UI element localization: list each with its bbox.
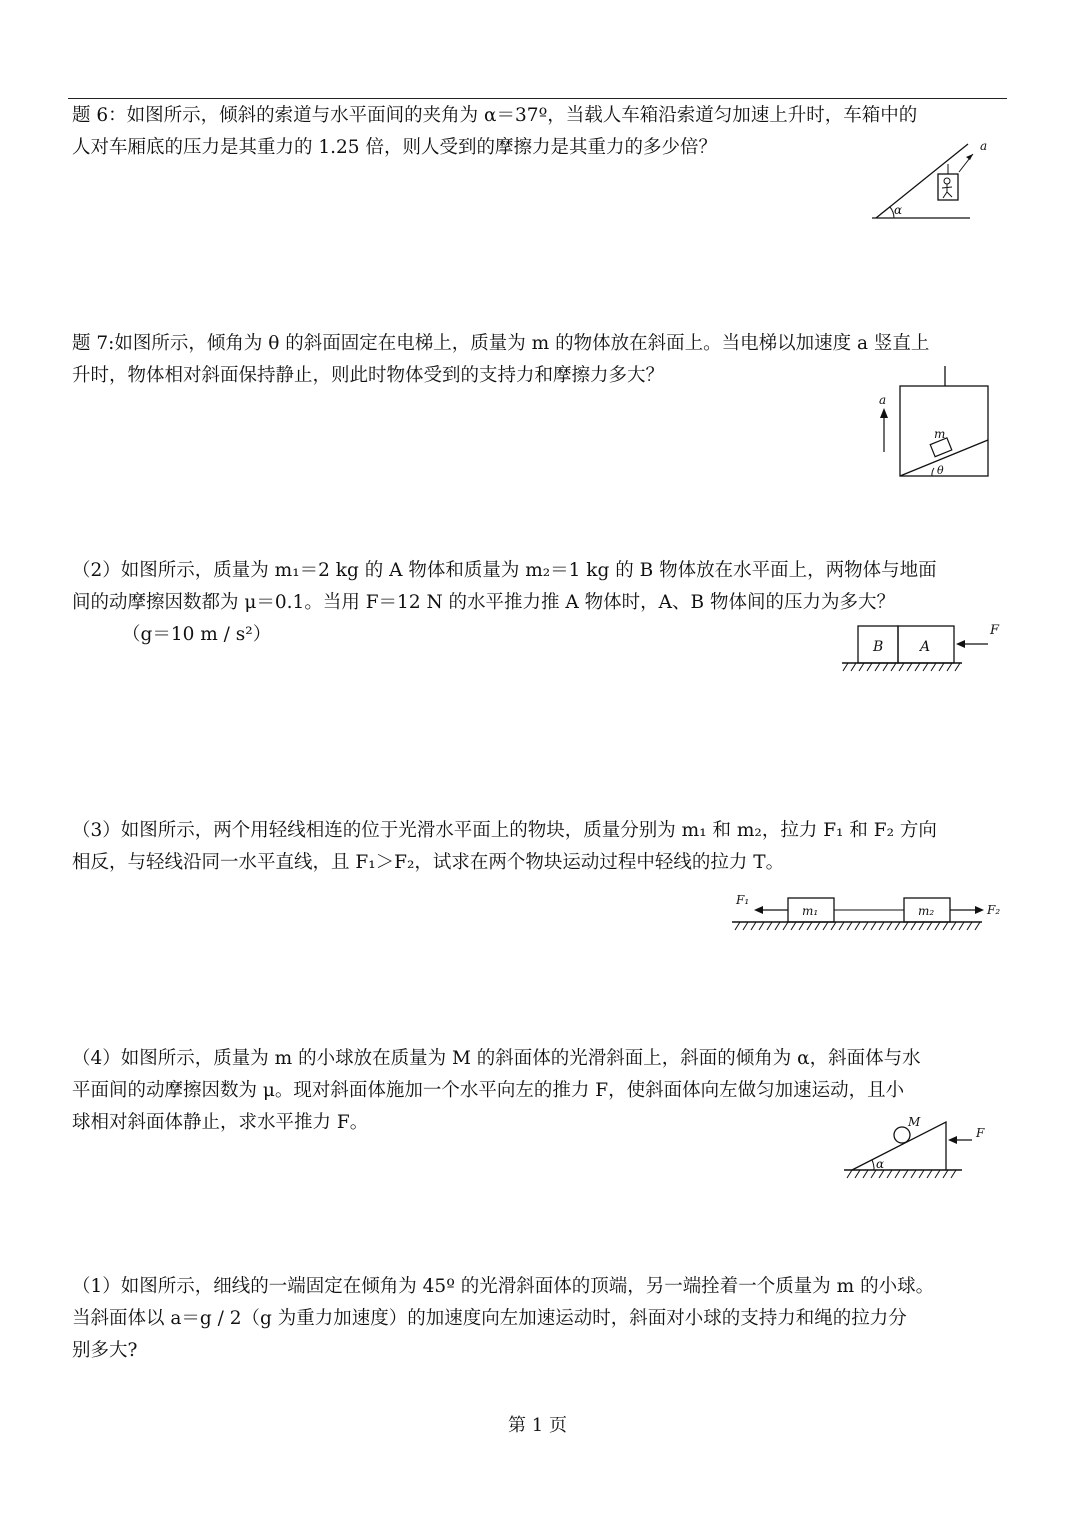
fig3-f2-label: F₂ (987, 903, 1001, 917)
problem-4-line-1: （4）如图所示，质量为 m 的小球放在质量为 M 的斜面体的光滑斜面上，斜面的倾角为 α，斜面体与水 (72, 1048, 921, 1069)
problem-6 (72, 100, 1007, 164)
problem-7 (72, 328, 1007, 392)
fig2-force-label: F (990, 623, 1000, 638)
fig7-angle-label: θ (937, 464, 944, 477)
figure-wedge-ball (844, 1110, 992, 1182)
problem-1-line-2: 当斜面体以 a＝g / 2（g 为重力加速度）的加速度向左加速运动时，斜面对小球的支持力和绳的拉力分 (72, 1308, 907, 1329)
fig4-force-label: F (976, 1126, 985, 1140)
problem-1-line-1: （1）如图所示，细线的一端固定在倾角为 45º 的光滑斜面体的顶端，另一端拴着一个质量为 m 的小球。 (72, 1276, 935, 1297)
figure-two-blocks-rope (730, 888, 1006, 936)
problem-2-line-3: （g＝10 m / s²） (122, 624, 272, 645)
figure-cable-car (868, 136, 988, 226)
page-footer: 第 1 页 (508, 1415, 567, 1436)
fig6-angle-label: α (894, 203, 903, 217)
fig3-m2-label: m₂ (918, 904, 935, 918)
figure-blocks-ab (842, 620, 1008, 676)
problem-6-line-1: 题 6：如图所示，倾斜的索道与水平面间的夹角为 α＝37º，当载人车箱沿索道匀加速上升时，车箱中的 (72, 105, 918, 126)
problem-3-line-2: 相反，与轻线沿同一水平直线，且 F₁＞F₂，试求在两个物块运动过程中轻线的拉力 T。 (72, 852, 785, 873)
problem-4-line-2: 平面间的动摩擦因数为 μ。现对斜面体施加一个水平向左的推力 F，使斜面体向左做匀加速运动，且小 (72, 1080, 905, 1101)
fig7-mass-label: m (934, 427, 946, 441)
problem-3 (72, 815, 1007, 879)
problem-1 (72, 1271, 1007, 1367)
header-rule (68, 98, 1007, 99)
fig6-accel-label: a (980, 139, 988, 153)
fig4-mass-label: M (908, 1115, 921, 1129)
problem-7-line-1: 题 7:如图所示，倾角为 θ 的斜面固定在电梯上，质量为 m 的物体放在斜面上。当电梯以加速度 a 竖直上 (72, 333, 930, 354)
fig7-accel-label: a (879, 393, 887, 407)
problem-1-line-3: 别多大? (72, 1340, 138, 1361)
figure-elevator (874, 364, 992, 480)
problem-6-line-2: 人对车厢底的压力是其重力的 1.25 倍，则人受到的摩擦力是其重力的多少倍？ (72, 137, 717, 158)
problem-7-line-2: 升时，物体相对斜面保持静止，则此时物体受到的支持力和摩擦力多大？ (72, 365, 665, 386)
problem-3-line-1: （3）如图所示，两个用轻线相连的位于光滑水平面上的物块，质量分别为 m₁ 和 m₂，拉力 F₁ 和 F₂ 方向 (72, 820, 937, 841)
fig2-block-a-label: A (920, 639, 931, 655)
problem-2-line-1: （2）如图所示，质量为 m₁＝2 kg 的 A 物体和质量为 m₂＝1 kg 的 B 物体放在水平面上，两物体与地面 (72, 560, 937, 581)
fig3-f1-label: F₁ (736, 893, 750, 907)
fig2-block-b-label: B (873, 639, 884, 655)
problem-4-line-3: 球相对斜面体静止，求水平推力 F。 (72, 1112, 369, 1133)
problem-2-line-2: 间的动摩擦因数都为 μ＝0.1。当用 F＝12 N 的水平推力推 A 物体时，A、B 物体间的压力为多大？ (72, 592, 895, 613)
fig4-angle-label: α (876, 1157, 885, 1171)
fig3-m1-label: m₁ (802, 904, 819, 918)
